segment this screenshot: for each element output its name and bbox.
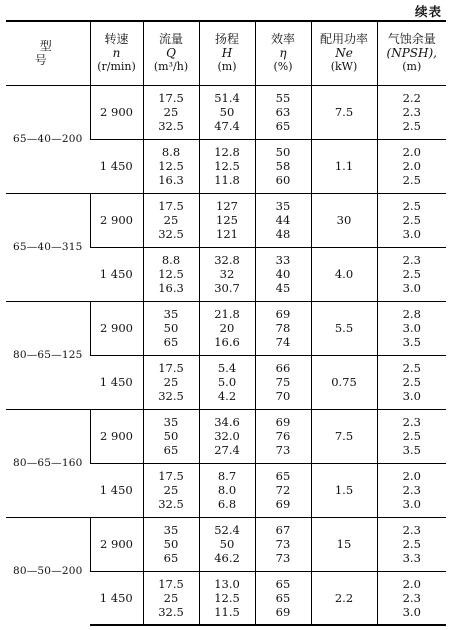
flow-value: 25	[163, 375, 179, 389]
eff-cell	[255, 517, 311, 571]
speed-cell: 1 450	[90, 355, 143, 409]
head-value: 6.8	[217, 497, 237, 511]
eff-value: 65	[275, 119, 291, 133]
flow-cell	[143, 463, 199, 517]
flow-value: 35	[163, 307, 179, 321]
head-cell	[199, 139, 255, 193]
eff-value: 69	[275, 307, 291, 321]
flow-value: 8.8	[161, 253, 181, 267]
table-body	[6, 85, 446, 625]
npsh-value: 3.0	[402, 321, 421, 335]
flow-value: 12.5	[158, 267, 184, 281]
head-value: 32	[219, 267, 235, 281]
eff-cell	[255, 193, 311, 247]
flow-value: 50	[163, 321, 179, 335]
header-power	[311, 21, 377, 85]
head-value: 5.4	[217, 361, 237, 375]
npsh-value: 3.0	[402, 281, 421, 295]
flow-value: 17.5	[158, 469, 184, 483]
header-flow-unit: (m³/h)	[153, 60, 189, 74]
npsh-value: 2.0	[402, 469, 421, 483]
eff-value: 73	[275, 537, 291, 551]
head-value: 125	[216, 213, 238, 227]
npsh-value: 2.0	[402, 145, 421, 159]
npsh-value: 2.3	[402, 253, 421, 267]
flow-value: 32.5	[158, 227, 184, 241]
npsh-value: 3.0	[402, 389, 421, 403]
power-cell: 1.1	[311, 139, 377, 193]
npsh-value: 2.5	[402, 361, 421, 375]
power-cell: 15	[311, 517, 377, 571]
npsh-value: 2.5	[402, 429, 421, 443]
header-head	[199, 21, 255, 85]
head-value: 47.4	[214, 119, 240, 133]
npsh-value: 2.5	[402, 199, 421, 213]
head-cell	[199, 517, 255, 571]
power-cell: 4.0	[311, 247, 377, 301]
table-row	[6, 193, 446, 247]
eff-value: 69	[275, 604, 291, 619]
flow-value: 65	[163, 335, 179, 349]
power-cell: 5.5	[311, 301, 377, 355]
eff-value: 69	[275, 497, 291, 511]
header-model-label: 型 号	[34, 39, 92, 68]
head-value: 8.7	[217, 469, 237, 483]
table-row	[6, 409, 446, 463]
header-power-name: 配用功率	[319, 32, 368, 47]
header-eff-unit: (%)	[273, 60, 293, 74]
eff-value: 67	[275, 523, 291, 537]
flow-value: 32.5	[158, 604, 184, 619]
npsh-value: 2.5	[402, 267, 421, 281]
flow-cell	[143, 355, 199, 409]
flow-cell	[143, 517, 199, 571]
pump-performance-table	[6, 20, 446, 626]
flow-value: 50	[163, 537, 179, 551]
eff-value: 44	[275, 213, 291, 227]
header-flow-name: 流量	[158, 32, 183, 47]
speed-cell: 2 900	[90, 409, 143, 463]
npsh-value: 2.3	[402, 523, 421, 537]
npsh-value: 3.0	[402, 604, 421, 619]
npsh-value: 2.5	[402, 173, 421, 187]
eff-cell	[255, 355, 311, 409]
npsh-value: 3.5	[402, 335, 421, 349]
head-value: 32.8	[214, 253, 240, 267]
head-value: 5.0	[217, 375, 237, 389]
eff-value: 75	[275, 375, 291, 389]
eff-value: 65	[275, 576, 291, 591]
npsh-cell	[377, 463, 446, 517]
flow-cell	[143, 247, 199, 301]
npsh-cell	[377, 139, 446, 193]
head-value: 127	[216, 199, 238, 213]
npsh-value: 2.5	[402, 119, 421, 133]
head-value: 16.6	[214, 335, 240, 349]
header-flow-symbol: Q	[166, 46, 176, 61]
npsh-value: 2.0	[402, 576, 421, 591]
speed-cell: 2 900	[90, 193, 143, 247]
head-value: 27.4	[214, 443, 240, 457]
speed-cell: 1 450	[90, 139, 143, 193]
flow-value: 17.5	[158, 361, 184, 375]
eff-value: 58	[275, 159, 291, 173]
header-eff-name: 效率	[270, 32, 295, 47]
eff-value: 45	[275, 281, 291, 295]
head-value: 21.8	[214, 307, 240, 321]
table-caption: 续表	[414, 4, 442, 19]
model-cell: 80—65—125	[6, 301, 90, 409]
speed-cell: 1 450	[90, 463, 143, 517]
npsh-value: 3.0	[402, 497, 421, 511]
npsh-value: 2.3	[402, 415, 421, 429]
eff-value: 40	[275, 267, 291, 281]
eff-cell	[255, 571, 311, 625]
header-power-unit: (kW)	[330, 60, 358, 74]
header-head-unit: (m)	[217, 60, 237, 74]
head-value: 34.6	[214, 415, 240, 429]
flow-value: 32.5	[158, 389, 184, 403]
flow-value: 35	[163, 415, 179, 429]
head-cell	[199, 193, 255, 247]
power-cell: 0.75	[311, 355, 377, 409]
npsh-cell	[377, 301, 446, 355]
npsh-cell	[377, 355, 446, 409]
header-npsh	[377, 21, 446, 85]
head-value: 51.4	[214, 91, 240, 105]
head-value: 32.0	[214, 429, 240, 443]
flow-value: 17.5	[158, 576, 184, 591]
npsh-cell	[377, 85, 446, 139]
flow-value: 8.8	[161, 145, 181, 159]
head-value: 50	[219, 105, 235, 119]
npsh-value: 2.0	[402, 159, 421, 173]
eff-value: 65	[275, 469, 291, 483]
npsh-value: 3.5	[402, 443, 421, 457]
eff-value: 74	[275, 335, 291, 349]
flow-value: 25	[163, 590, 179, 605]
eff-value: 70	[275, 389, 291, 403]
flow-cell	[143, 409, 199, 463]
npsh-cell	[377, 517, 446, 571]
npsh-value: 2.3	[402, 483, 421, 497]
eff-value: 73	[275, 551, 291, 565]
table-row	[6, 517, 446, 571]
npsh-value: 2.2	[402, 91, 421, 105]
npsh-value: 2.5	[402, 537, 421, 551]
flow-value: 16.3	[158, 281, 184, 295]
header-npsh-symbol: (NPSH),	[386, 46, 437, 61]
flow-value: 35	[163, 523, 179, 537]
head-value: 121	[216, 227, 238, 241]
eff-value: 60	[275, 173, 291, 187]
npsh-cell	[377, 571, 446, 625]
flow-value: 65	[163, 551, 179, 565]
table-row	[6, 85, 446, 139]
eff-value: 76	[275, 429, 291, 443]
header-power-symbol: Ne	[335, 46, 353, 61]
head-value: 52.4	[214, 523, 240, 537]
head-cell	[199, 301, 255, 355]
header-eff-symbol: η	[279, 46, 287, 61]
flow-value: 65	[163, 443, 179, 457]
flow-value: 17.5	[158, 199, 184, 213]
power-cell: 7.5	[311, 85, 377, 139]
header-efficiency	[255, 21, 311, 85]
eff-value: 66	[275, 361, 291, 375]
flow-cell	[143, 193, 199, 247]
speed-cell: 1 450	[90, 247, 143, 301]
model-cell: 80—50—200	[6, 517, 90, 625]
eff-value: 63	[275, 105, 291, 119]
flow-value: 16.3	[158, 173, 184, 187]
head-value: 11.5	[214, 604, 240, 619]
eff-value: 69	[275, 415, 291, 429]
flow-value: 50	[163, 429, 179, 443]
eff-value: 65	[275, 590, 291, 605]
head-cell	[199, 247, 255, 301]
eff-cell	[255, 409, 311, 463]
header-speed-unit: (r/min)	[97, 60, 136, 74]
eff-value: 55	[275, 91, 291, 105]
npsh-value: 2.3	[402, 105, 421, 119]
table-row	[6, 301, 446, 355]
header-speed	[90, 21, 143, 85]
eff-cell	[255, 301, 311, 355]
eff-value: 48	[275, 227, 291, 241]
power-cell: 7.5	[311, 409, 377, 463]
speed-cell: 1 450	[90, 571, 143, 625]
eff-value: 78	[275, 321, 291, 335]
flow-value: 25	[163, 213, 179, 227]
speed-cell: 2 900	[90, 517, 143, 571]
speed-cell: 2 900	[90, 85, 143, 139]
flow-value: 12.5	[158, 159, 184, 173]
flow-cell	[143, 571, 199, 625]
flow-value: 17.5	[158, 91, 184, 105]
eff-value: 35	[275, 199, 291, 213]
flow-cell	[143, 139, 199, 193]
head-value: 20	[219, 321, 235, 335]
npsh-cell	[377, 193, 446, 247]
power-cell: 30	[311, 193, 377, 247]
header-flow	[143, 21, 199, 85]
speed-cell: 2 900	[90, 301, 143, 355]
npsh-cell	[377, 247, 446, 301]
eff-value: 73	[275, 443, 291, 457]
header-speed-symbol: n	[112, 46, 121, 61]
eff-cell	[255, 139, 311, 193]
model-cell: 80—65—160	[6, 409, 90, 517]
head-cell	[199, 409, 255, 463]
head-value: 30.7	[214, 281, 240, 295]
head-value: 12.5	[214, 159, 240, 173]
flow-cell	[143, 85, 199, 139]
npsh-value: 3.0	[402, 227, 421, 241]
header-npsh-unit: (m)	[402, 60, 422, 74]
header-model	[6, 21, 90, 85]
flow-value: 25	[163, 483, 179, 497]
header-npsh-name: 气蚀余量	[387, 32, 436, 47]
flow-value: 32.5	[158, 497, 184, 511]
header-speed-name: 转速	[104, 32, 129, 47]
eff-cell	[255, 85, 311, 139]
eff-value: 72	[275, 483, 291, 497]
header-head-symbol: H	[221, 46, 233, 61]
header-row	[6, 21, 446, 85]
eff-value: 50	[275, 145, 291, 159]
head-value: 8.0	[217, 483, 237, 497]
eff-cell	[255, 247, 311, 301]
eff-cell	[255, 463, 311, 517]
eff-value: 33	[275, 253, 291, 267]
header-head-name: 扬程	[214, 32, 239, 47]
head-cell	[199, 463, 255, 517]
head-value: 12.5	[214, 590, 240, 605]
npsh-value: 2.5	[402, 213, 421, 227]
model-cell: 65—40—200	[6, 85, 90, 193]
head-cell	[199, 355, 255, 409]
head-cell	[199, 85, 255, 139]
npsh-value: 2.8	[402, 307, 421, 321]
power-cell: 1.5	[311, 463, 377, 517]
head-value: 46.2	[214, 551, 240, 565]
head-value: 4.2	[217, 389, 237, 403]
npsh-value: 2.5	[402, 375, 421, 389]
head-value: 13.0	[214, 576, 240, 591]
power-cell: 2.2	[311, 571, 377, 625]
npsh-value: 3.3	[402, 551, 421, 565]
npsh-cell	[377, 409, 446, 463]
head-value: 11.8	[214, 173, 240, 187]
npsh-value: 2.3	[402, 590, 421, 605]
flow-value: 25	[163, 105, 179, 119]
head-value: 12.8	[214, 145, 240, 159]
head-cell	[199, 571, 255, 625]
flow-cell	[143, 301, 199, 355]
flow-value: 32.5	[158, 119, 184, 133]
head-value: 50	[219, 537, 235, 551]
model-cell: 65—40—315	[6, 193, 90, 301]
